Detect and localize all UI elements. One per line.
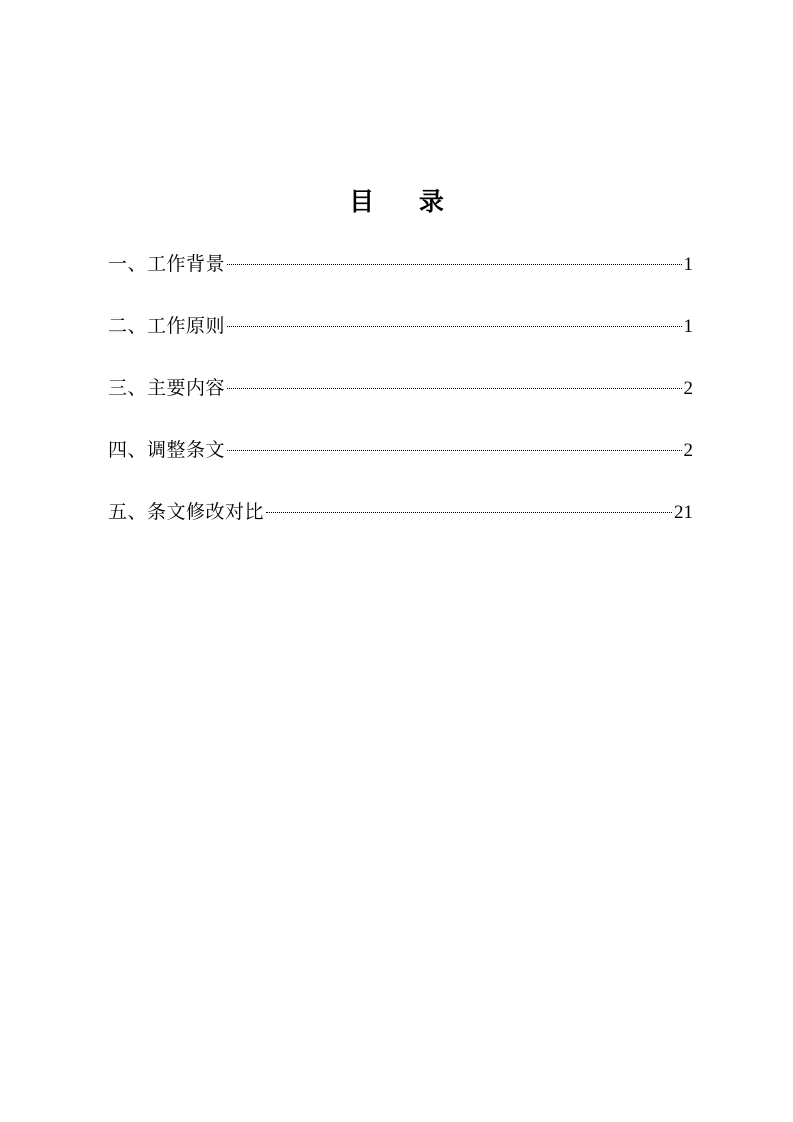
- dot-leader: [266, 512, 672, 513]
- table-of-contents: [108, 246, 693, 556]
- toc-entry-work-principles[interactable]: [108, 308, 693, 370]
- dot-leader: [227, 450, 681, 451]
- page-title: 目 录: [349, 187, 462, 216]
- toc-entry-label: 三、主要内容: [108, 377, 226, 399]
- toc-entry-page-number: 1: [683, 254, 693, 275]
- dot-leader: [227, 264, 681, 265]
- toc-entry-page-number: 2: [683, 378, 693, 399]
- toc-entry-page-number: 21: [674, 502, 693, 523]
- toc-entry-adjusted-clauses[interactable]: [108, 432, 693, 494]
- toc-entry-page-number: 2: [683, 440, 693, 461]
- toc-entry-label: 二、工作原则: [108, 315, 226, 337]
- toc-entry-page-number: 1: [683, 316, 693, 337]
- toc-entry-label: 四、调整条文: [108, 439, 226, 461]
- dot-leader: [227, 326, 681, 327]
- toc-entry-main-content[interactable]: [108, 370, 693, 432]
- toc-entry-work-background[interactable]: [108, 246, 693, 308]
- toc-entry-clause-comparison[interactable]: [108, 494, 693, 556]
- toc-entry-label: 五、条文修改对比: [108, 501, 265, 523]
- toc-entry-label: 一、工作背景: [108, 253, 226, 275]
- dot-leader: [227, 388, 681, 389]
